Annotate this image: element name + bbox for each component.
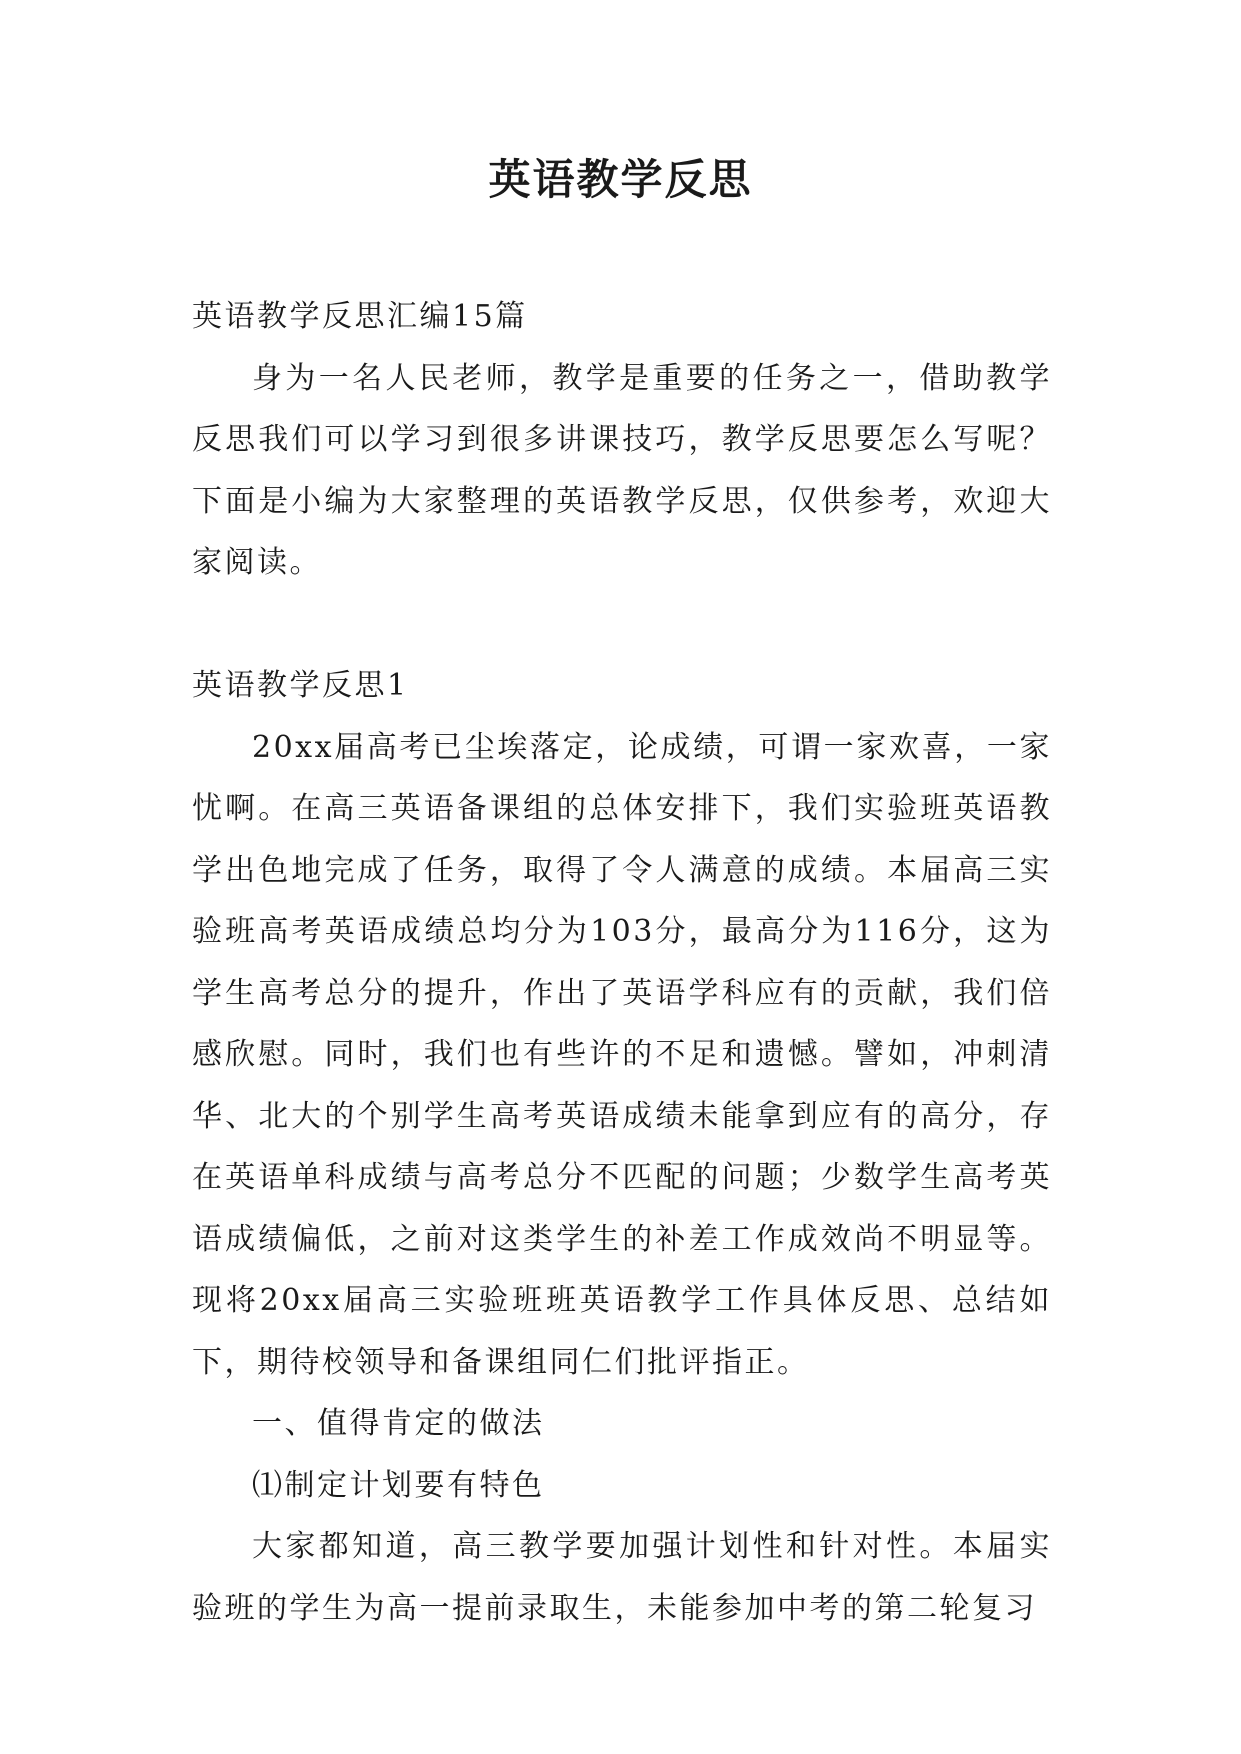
page-title: 英语教学反思 (488, 155, 753, 204)
body-paragraph: 大家都知道，高三教学要加强计划性和针对性。本届实验班的学生为高一提前录取生，未能参加中考的第二轮复习 (192, 1529, 1052, 1626)
paragraph-spacer (192, 594, 1052, 656)
subpoint-heading: ⑴制定计划要有特色 (252, 1467, 545, 1503)
document-subtitle: 英语教学反思汇编15篇 (192, 299, 528, 334)
point-heading: 一、值得肯定的做法 (252, 1406, 545, 1441)
intro-paragraph: 身为一名人民老师，教学是重要的任务之一，借助教学反思我们可以学习到很多讲课技巧，教学反思要怎么写呢？下面是小编为大家整理的英语教学反思，仅供参考，欢迎大家阅读。 (192, 360, 1052, 580)
section-heading: 英语教学反思1 (192, 668, 409, 703)
document-body (192, 286, 1052, 1639)
body-paragraph: 20xx届高考已尘埃落定，论成绩，可谓一家欢喜，一家忧啊。在高三英语备课组的总体安排下，我们实验班英语教学出色地完成了任务，取得了令人满意的成绩。本届高三实验班高考英语成绩总均分为103分，最高分为116分，这为学生高考总分的提升，作出了英语学科应有的贡献，我们倍感欣慰。同时，我们也有些许的不足和遗憾。譬如，冲刺清华、北大的个别学生高考英语成绩未能拿到应有的高分，存在英语单科成绩与高考总分不匹配的问题；少数学生高考英语成绩偏低，之前对这类学生的补差工作成效尚不明显等。现将20xx届高三实验班班英语教学工作具体反思、总结如下，期待校领导和备课组同仁们批评指正。 (192, 729, 1052, 1380)
